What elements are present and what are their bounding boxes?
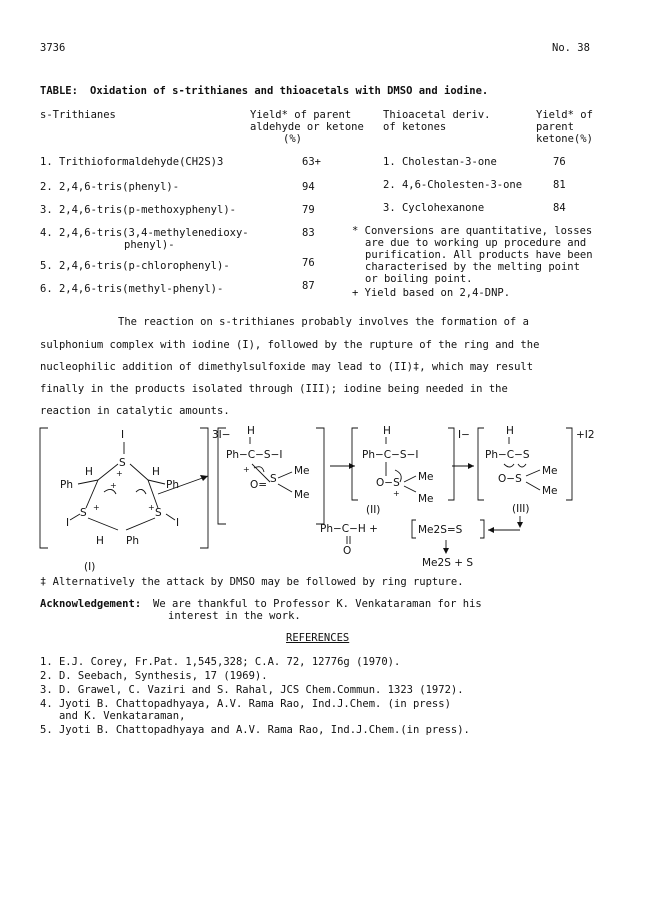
reference-item: 1. E.J. Corey, Fr.Pat. 1,545,328; C.A. 72, 12776g (1970). [40,656,401,668]
svg-text:H: H [247,425,255,437]
svg-text:H: H [152,466,160,478]
svg-text:+: + [93,503,100,512]
col-header-thioacetal-b: of ketones [383,121,447,133]
table-row-name: 4. 2,4,6-tris(3,4-methylenedioxy- [40,227,249,239]
svg-text:+: + [393,489,400,498]
reference-item: 3. D. Grawel, C. Vaziri and S. Rahal, JCS Chem.Commun. 1323 (1972). [40,684,464,696]
svg-text:H: H [506,425,514,437]
product-aldehyde: Ph−C−H + [320,523,378,535]
svg-text:Me: Me [418,493,434,505]
iodide-3: 3I− [212,429,231,441]
ketone-row-yield: 81 [553,179,566,191]
svg-text:Me: Me [542,485,558,497]
table-row-yield: 83 [302,227,315,239]
page-number: 3736 [40,42,66,54]
svg-text:H: H [383,425,391,437]
ack-text-cont: interest in the work. [168,610,301,622]
table-title-prefix: TABLE: [40,85,78,97]
iodide: I− [458,429,470,441]
table-row-yield: 76 [302,257,315,269]
table-row-name: 1. Trithioformaldehyde(CH2S)3 [40,156,224,168]
label-I: (I) [84,561,96,573]
product-final: Me2S + S [422,557,474,569]
svg-text:Me: Me [418,471,434,483]
ack-text: We are thankful to Professor K. Venkataraman for his [153,598,482,610]
svg-text:Ph: Ph [126,535,139,547]
svg-text:+: + [148,503,155,512]
reference-item: 5. Jyoti B. Chattopadhyaya and A.V. Rama Rao, Ind.J.Chem.(in press). [40,724,470,736]
svg-text:S: S [119,457,126,469]
svg-text:Me: Me [542,465,558,477]
svg-text:S: S [155,507,162,519]
body-line: The reaction on s-trithianes probably involves the formation of a [118,316,529,328]
table-row-yield: 79 [302,204,315,216]
col-header-yield2c: ketone(%) [536,133,593,145]
footnote-star: * Conversions are quantitative, losses [352,225,593,237]
svg-text:S: S [270,473,277,485]
table-row-yield: 94 [302,181,315,193]
svg-text:Ph−C−S−I: Ph−C−S−I [362,449,419,461]
svg-text:Ph: Ph [60,479,73,491]
svg-text:Ph: Ph [166,479,179,491]
svg-text:O−S: O−S [498,473,522,485]
svg-text:Me: Me [294,465,310,477]
svg-text:O−S: O−S [376,477,400,489]
col-header-trithianes: s-Trithianes [40,109,116,121]
svg-text:O=: O= [250,479,268,491]
col-header-yield1: Yield* of parent [250,109,352,121]
svg-text:Ph−C−S−I: Ph−C−S−I [226,449,283,461]
svg-text:+: + [243,465,250,474]
product-oxygen: O [343,545,352,557]
ketone-row-name: 2. 4,6-Cholesten-3-one [383,179,523,191]
issue-number: No. 38 [552,42,590,54]
product-bracket: Me2S=S [418,524,463,536]
ketone-row-yield: 84 [553,202,566,214]
col-header-thioacetal: Thioacetal deriv. [383,109,491,121]
svg-text:I: I [66,517,70,529]
col-header-yield2b: parent [536,121,574,133]
table-row-name: 3. 2,4,6-tris(p-methoxyphenyl)- [40,204,236,216]
table-row-name: 2. 2,4,6-tris(phenyl)- [40,181,180,193]
col-header-yield1b: aldehyde or ketone [250,121,364,133]
svg-text:+: + [116,469,123,478]
footnote-star: characterised by the melting point [365,261,580,273]
svg-text:+: + [110,481,117,490]
references-title: REFERENCES [286,632,350,644]
svg-text:Me: Me [294,489,310,501]
footnote-star: are due to working up procedure and [365,237,587,249]
table-row-name: 6. 2,4,6-tris(methyl-phenyl)- [40,283,224,295]
col-header-yield2: Yield* of [536,109,593,121]
ketone-row-name: 1. Cholestan-3-one [383,156,497,168]
svg-text:I: I [176,517,180,529]
svg-text:Ph−C−S: Ph−C−S [485,449,530,461]
svg-text:H: H [85,466,93,478]
footnote-star: purification. All products have been [365,249,593,261]
label-II: (II) [366,504,381,516]
body-line: reaction in catalytic amounts. [40,405,230,417]
svg-text:I: I [121,429,125,441]
plus-i2: +I2 [576,429,595,441]
table-row-name: 5. 2,4,6-tris(p-chlorophenyl)- [40,260,230,272]
table-row-name-cont: phenyl)- [124,239,175,251]
body-line: sulphonium complex with iodine (I), followed by the rupture of the ring and the [40,339,540,351]
reference-item-cont: and K. Venkataraman, [40,710,186,722]
svg-text:S: S [80,507,87,519]
ketone-row-yield: 76 [553,156,566,168]
reference-item: 2. D. Seebach, Synthesis, 17 (1969). [40,670,268,682]
body-line: finally in the products isolated through (III); iodine being needed in the [40,383,508,395]
reference-item: 4. Jyoti B. Chattopadhyaya, A.V. Rama Rao, Ind.J.Chem. (in press) [40,698,451,710]
table-row-yield: 63+ [302,156,321,168]
col-header-yield1c: (%) [283,133,302,145]
footnote-plus: + Yield based on 2,4-DNP. [352,287,511,299]
table-row-yield: 87 [302,280,315,292]
footnote-star: or boiling point. [365,273,473,285]
body-line: nucleophilic addition of dimethylsulfoxide may lead to (II)‡, which may result [40,361,534,373]
table-title: Oxidation of s-trithianes and thioacetals with DMSO and iodine. [90,85,489,97]
svg-text:H: H [96,535,104,547]
reaction-scheme [0,420,672,580]
ketone-row-name: 3. Cyclohexanone [383,202,485,214]
ack-label: Acknowledgement: [40,598,142,610]
label-III: (III) [512,503,530,515]
footnote-dagger: ‡ Alternatively the attack by DMSO may be followed by ring rupture. [40,576,464,588]
